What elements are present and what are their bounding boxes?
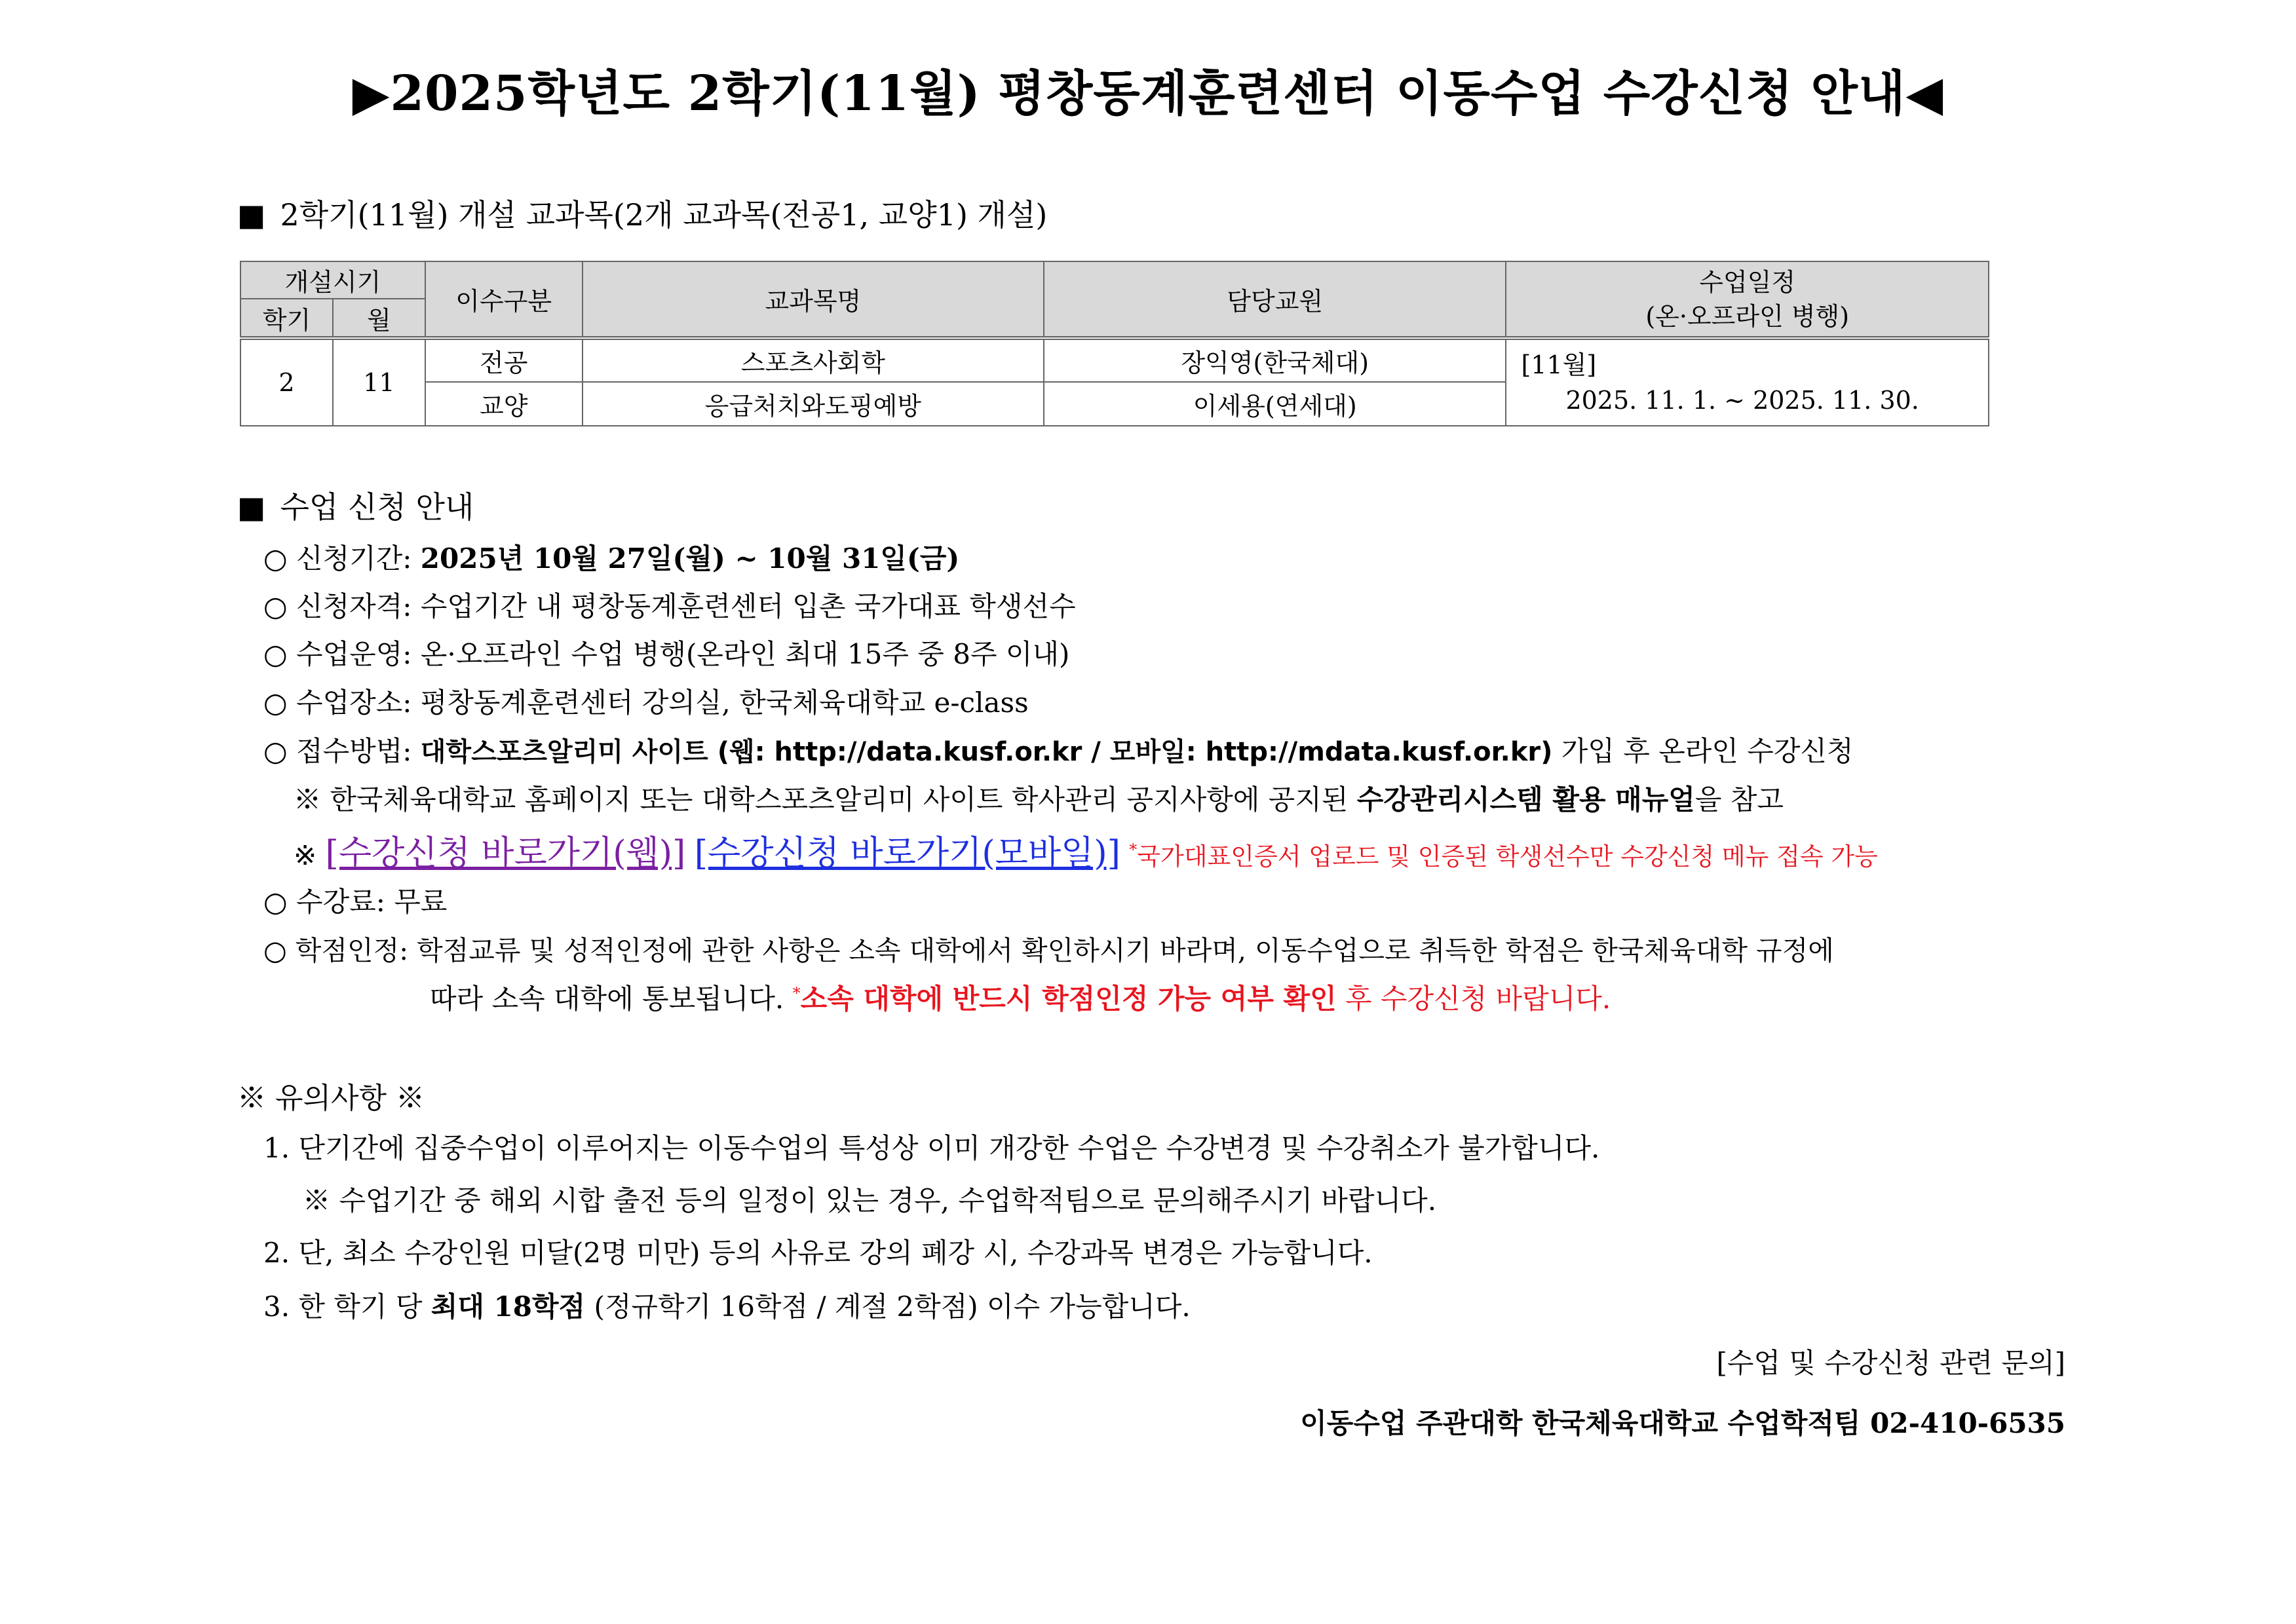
- manual-note: [294, 778, 1784, 818]
- header-period: 개설시기: [240, 261, 425, 299]
- header-schedule-line2: (온·오프라인 병행): [1645, 301, 1850, 331]
- credit-star: *: [792, 984, 801, 1002]
- contact-heading: [수업 및 수강신청 관련 문의]: [1716, 1347, 2065, 1379]
- page-title: ▶2025학년도 2학기(11월) 평창동계훈련센터 이동수업 수강신청 안내◀: [352, 66, 1944, 122]
- note-star: *: [1129, 840, 1138, 859]
- header-category: 이수구분: [425, 261, 583, 338]
- cell-instructor: 이세용(연세대): [1044, 382, 1506, 426]
- cell-schedule: [1506, 338, 1989, 426]
- manual-note-prefix: ※ 한국체육대학교 홈페이지 또는 대학스포츠알리미 사이트 학사관리 공지사항에 공지된: [294, 784, 1357, 816]
- method-suffix: 가입 후 온라인 수강신청: [1552, 735, 1854, 767]
- credit-warning-suffix: 후 수강신청 바랍니다.: [1336, 983, 1611, 1015]
- section-heading-text: 2학기(11월) 개설 교과목(2개 교과목(전공1, 교양1) 개설): [280, 197, 1048, 233]
- certificate-note: 국가대표인증서 업로드 및 인증된 학생선수만 수강신청 메뉴 접속 가능: [1137, 842, 1878, 871]
- fee: ○ 수강료: 무료: [263, 886, 448, 918]
- application-method: [263, 730, 1854, 769]
- cell-course: 스포츠사회학: [583, 338, 1044, 382]
- header-schedule-line1: 수업일정: [1699, 267, 1796, 297]
- application-period: [263, 537, 959, 576]
- cell-month: 11: [333, 338, 425, 426]
- credit-warning: 소속 대학에 반드시 학점인정 가능 여부 확인: [800, 983, 1337, 1015]
- apply-mobile-link[interactable]: [수강신청 바로가기(모바일)]: [694, 834, 1120, 873]
- note-mark: ※: [294, 839, 326, 871]
- max-credits: 최대 18학점: [430, 1291, 586, 1323]
- eligibility: ○ 신청자격: 수업기간 내 평창동계훈련센터 입촌 국가대표 학생선수: [263, 590, 1076, 622]
- item3-suffix: (정규학기 16학점 / 계절 2학점) 이수 가능합니다.: [585, 1291, 1191, 1323]
- link-note: [294, 825, 1878, 875]
- manual-name: 수강관리시스템 활용 매뉴얼: [1356, 784, 1695, 816]
- caution-item-2: 2. 단, 최소 수강인원 미달(2명 미만) 등의 사유로 강의 폐강 시, 수강과목 변경은 가능합니다.: [263, 1237, 1373, 1269]
- manual-note-suffix: 을 참고: [1694, 784, 1784, 816]
- schedule-month: [11월]: [1521, 350, 1597, 379]
- header-semester: 학기: [240, 299, 333, 338]
- square-bullet-icon: ■: [237, 197, 266, 233]
- caution-item-1: 1. 단기간에 집중수업이 이루어지는 이동수업의 특성상 이미 개강한 수업은 수강변경 및 수강취소가 불가합니다.: [263, 1132, 1600, 1164]
- period-value: 2025년 10월 27일(월) ~ 10월 31일(금): [420, 542, 960, 575]
- header-course: 교과목명: [583, 261, 1044, 338]
- credit-recognition-line1: ○ 학점인정: 학점교류 및 성적인정에 관한 사항은 소속 대학에서 확인하시기 바라며, 이동수업으로 취득한 학점은 한국체육대학 규정에: [263, 935, 1834, 966]
- square-bullet-icon: ■: [237, 489, 266, 525]
- method-site: 대학스포츠알리미 사이트 (웹: http://data.kusf.or.kr / 모바일: http://mdata.kusf.or.kr): [420, 737, 1553, 767]
- caution-item-1-note: ※ 수업기간 중 해외 시합 출전 등의 일정이 있는 경우, 수업학적팀으로 문의해주시기 바랍니다.: [303, 1184, 1437, 1217]
- cautions-heading: ※ 유의사항 ※: [237, 1082, 425, 1115]
- cell-course: 응급처치와도핑예방: [583, 382, 1044, 426]
- credit-line2-prefix: 따라 소속 대학에 통보됩니다.: [430, 983, 793, 1015]
- header-instructor: 담당교원: [1044, 261, 1506, 338]
- credit-recognition-line2: [430, 977, 1611, 1017]
- header-schedule: [1506, 261, 1989, 338]
- cell-instructor: 장익영(한국체대): [1044, 338, 1506, 382]
- schedule-dates: 2025. 11. 1. ~ 2025. 11. 30.: [1565, 386, 1919, 415]
- period-label: ○ 신청기간:: [263, 542, 421, 575]
- cell-semester: 2: [240, 338, 333, 426]
- cell-category: 전공: [425, 338, 583, 382]
- operation: ○ 수업운영: 온·오프라인 수업 병행(온라인 최대 15주 중 8주 이내): [263, 638, 1070, 670]
- contact-detail: 이동수업 주관대학 한국체육대학교 수업학적팀 02-410-6535: [1300, 1407, 2065, 1439]
- section-heading-courses: [237, 191, 1047, 235]
- location: ○ 수업장소: 평창동계훈련센터 강의실, 한국체육대학교 e-class: [263, 687, 1029, 719]
- caution-item-3: [263, 1285, 1191, 1325]
- method-label: ○ 접수방법:: [263, 735, 421, 767]
- section-heading-text: 수업 신청 안내: [280, 489, 474, 525]
- header-month: 월: [333, 299, 425, 338]
- apply-web-link[interactable]: [수강신청 바로가기(웹)]: [325, 834, 686, 873]
- course-table: [240, 261, 1989, 426]
- item3-prefix: 3. 한 학기 당: [263, 1291, 431, 1323]
- section-heading-application: [237, 483, 474, 527]
- cell-category: 교양: [425, 382, 583, 426]
- table-row: [240, 338, 1989, 382]
